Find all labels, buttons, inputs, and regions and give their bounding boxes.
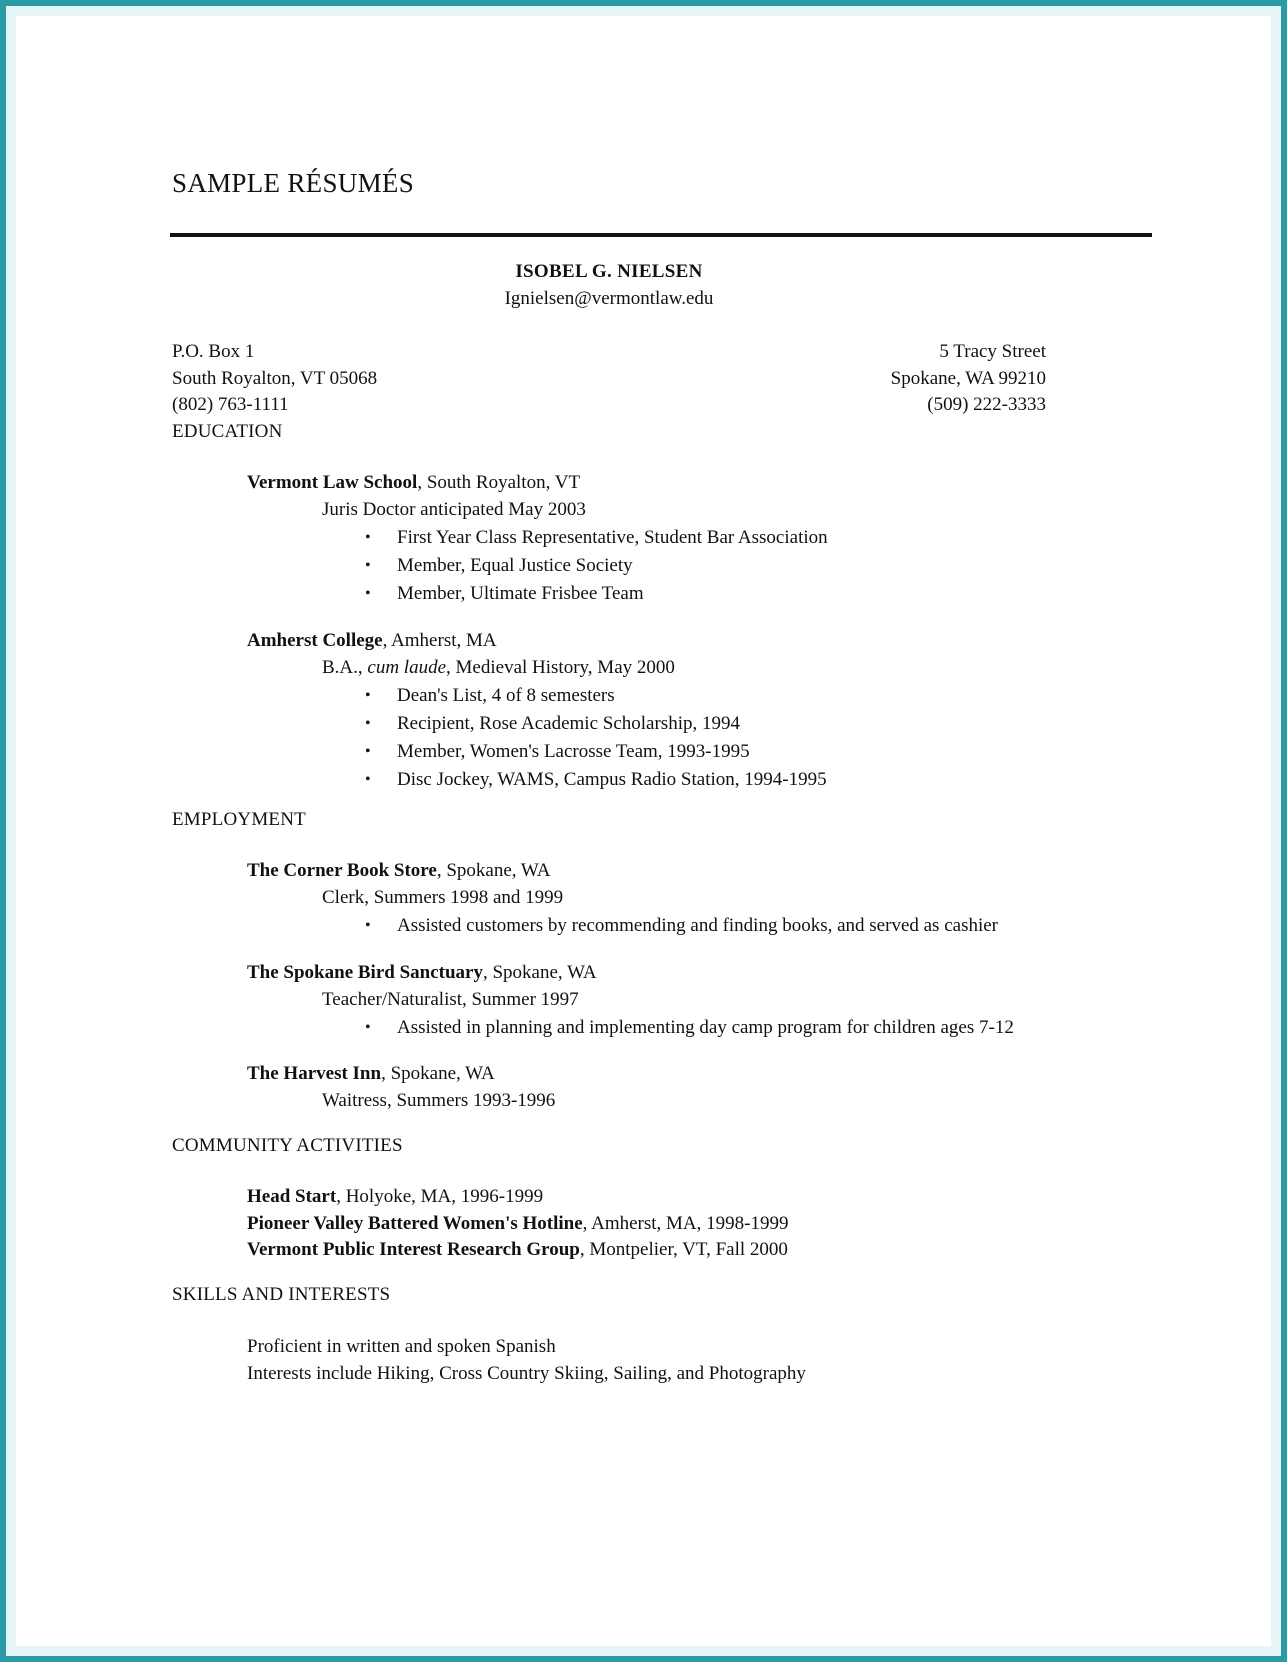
skills-line: Interests include Hiking, Cross Country Skiing, Sailing, and Photography [247,1362,806,1384]
list-item [365,710,827,738]
organization-name: Pioneer Valley Battered Women's Hotline [247,1212,583,1234]
list-item-text: Dean's List, 4 of 8 semesters [397,685,615,706]
employment-heading: EMPLOYMENT [172,809,306,830]
bullet-icon: • [365,743,371,760]
education-heading: EDUCATION [172,421,283,442]
bullet-icon: • [365,687,371,704]
education-entry [247,470,828,608]
list-item [365,524,828,552]
job-role: Waitress, Summers 1993-1996 [322,1089,556,1111]
employment-entry [247,960,1014,1042]
address-left-line: P.O. Box 1 [172,341,255,362]
school-name: Vermont Law School [247,472,418,493]
document-title: SAMPLE RÉSUMÉS [172,168,415,198]
organization-name: Head Start [247,1186,337,1207]
employment-entry-title [247,858,998,885]
job-role: Teacher/Naturalist, Summer 1997 [322,988,579,1010]
list-item-text: First Year Class Representative, Student Bar Association [397,527,828,548]
address-right-line: (509) 222-3333 [927,394,1046,415]
address-right [172,339,1046,419]
employment-entry [247,858,998,940]
school-location: , South Royalton, VT [417,472,581,493]
bullet-list [247,682,827,794]
employment-entry-title [247,960,1014,987]
document-frame [6,6,1281,1656]
school-name: Amherst College [247,630,383,651]
organization-name: Vermont Public Interest Research Group [247,1239,580,1260]
list-item-text: Member, Ultimate Frisbee Team [397,583,644,604]
list-item [365,580,828,608]
degree-text: B.A., [322,656,368,678]
bullet-icon: • [365,771,371,788]
community-heading: COMMUNITY ACTIVITIES [172,1135,403,1156]
document-page [16,16,1271,1646]
employer-name: The Spokane Bird Sanctuary [247,962,483,983]
list-item [365,682,827,710]
skills-line: Proficient in written and spoken Spanish [247,1336,556,1357]
degree-text: Juris Doctor anticipated May 2003 [322,498,586,520]
list-item [365,552,828,580]
degree-detail: , Medieval History, May 2000 [446,656,675,678]
address-left-line: South Royalton, VT 05068 [172,367,378,389]
community-item [247,1184,788,1211]
address-right-line: 5 Tracy Street [939,341,1046,362]
community-item [247,1237,788,1264]
skills-heading: SKILLS AND INTERESTS [172,1284,391,1305]
skills-list [247,1334,806,1387]
bullet-list [247,1014,1014,1042]
list-item-text: Disc Jockey, WAMS, Campus Radio Station, 1994-1995 [397,769,827,790]
employer-name: The Corner Book Store [247,860,437,881]
bullet-icon: • [365,917,371,934]
degree-honors: cum laude [367,656,447,678]
list-item-text: Member, Equal Justice Society [397,555,633,576]
bullet-list [247,912,998,940]
education-entry [247,628,827,794]
address-left-line: (802) 763-1111 [172,394,289,415]
list-item-text: Member, Women's Lacrosse Team, 1993-1995 [397,741,750,762]
list-item [365,912,998,940]
bullet-icon: • [365,585,371,602]
list-item-text: Assisted in planning and implementing day camp program for children ages 7-12 [397,1017,1014,1038]
list-item [365,766,827,794]
list-item [365,1014,1014,1042]
employer-location: , Spokane, WA [436,860,551,881]
bullet-list [247,524,828,608]
organization-detail: , Holyoke, MA, 1996-1999 [336,1186,544,1207]
community-item [247,1211,788,1238]
bullet-icon: • [365,1019,371,1036]
applicant-name: ISOBEL G. NIELSEN [515,261,703,282]
organization-detail: , Montpelier, VT, Fall 2000 [579,1239,788,1260]
employer-name: The Harvest Inn [247,1063,382,1084]
employer-location: , Spokane, WA [381,1063,495,1084]
degree-line [247,655,827,682]
employer-location: , Spokane, WA [482,962,597,983]
job-role: Clerk, Summers 1998 and 1999 [322,886,564,908]
employment-entry [247,1061,555,1114]
address-right-line: Spokane, WA 99210 [890,367,1046,389]
degree-line [247,497,828,524]
school-location: , Amherst, MA [382,630,497,651]
bullet-icon: • [365,557,371,574]
community-list [247,1184,788,1264]
title-rule [170,233,1152,237]
education-entry-title [247,470,828,497]
bullet-icon: • [365,715,371,732]
bullet-icon: • [365,529,371,546]
employment-entry-title [247,1061,555,1088]
organization-detail: , Amherst, MA, 1998-1999 [582,1212,789,1234]
list-item [365,738,827,766]
list-item-text: Recipient, Rose Academic Scholarship, 1994 [397,713,740,734]
education-entry-title [247,628,827,655]
applicant-email[interactable]: Ignielsen@vermontlaw.edu [504,288,714,309]
list-item-text: Assisted customers by recommending and finding books, and served as cashier [397,915,999,936]
